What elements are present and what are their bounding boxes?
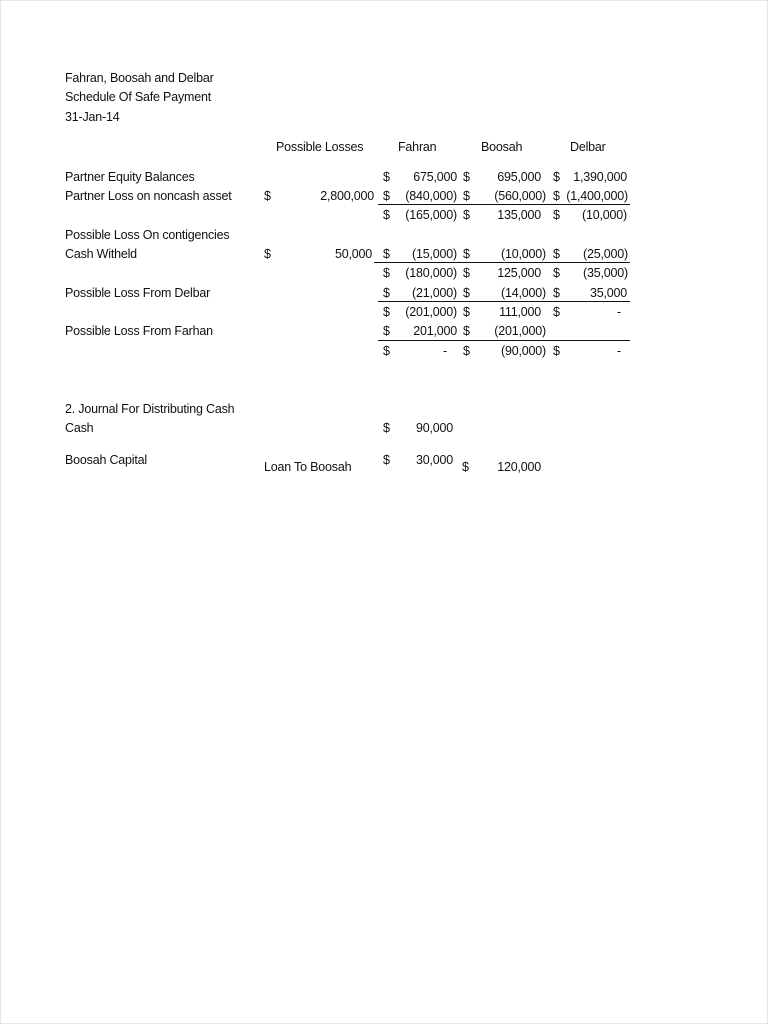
label-loss-delbar: Possible Loss From Delbar <box>65 286 211 300</box>
dollar-sign: $ <box>383 286 390 300</box>
cell-boosah: (560,000) <box>494 189 546 203</box>
dollar-sign: $ <box>553 266 560 280</box>
label-loss-contingencies: Possible Loss On contigencies <box>65 228 230 242</box>
dollar-sign: $ <box>463 170 470 184</box>
dollar-sign: $ <box>383 189 390 203</box>
dollar-sign: $ <box>264 247 271 261</box>
cell-fahran: (21,000) <box>412 286 457 300</box>
dollar-sign: $ <box>383 170 390 184</box>
dollar-sign: $ <box>553 247 560 261</box>
dollar-sign: $ <box>462 460 469 474</box>
cell-fahran: 201,000 <box>413 324 457 338</box>
dollar-sign: $ <box>383 208 390 222</box>
cell-delbar: (25,000) <box>583 247 628 261</box>
schedule-title: Schedule Of Safe Payment <box>65 90 211 104</box>
dollar-sign: $ <box>264 189 271 203</box>
journal-loan-label: Loan To Boosah <box>264 460 352 474</box>
cell-delbar: 35,000 <box>589 286 627 300</box>
underline <box>378 340 630 341</box>
cell-boosah: (14,000) <box>501 286 546 300</box>
value-cash-witheld: 50,000 <box>334 247 372 261</box>
cell-boosah: 695,000 <box>497 170 541 184</box>
cell-fahran: (840,000) <box>405 189 457 203</box>
cell-delbar: (35,000) <box>583 266 628 280</box>
journal-cash-amount: 90,000 <box>415 421 453 435</box>
journal-loan-amount: 120,000 <box>497 460 541 474</box>
cell-fahran: 675,000 <box>413 170 457 184</box>
value-noncash-loss: 2,800,000 <box>320 189 374 203</box>
dollar-sign: $ <box>463 324 470 338</box>
dollar-sign: $ <box>463 305 470 319</box>
dollar-sign: $ <box>553 305 560 319</box>
dollar-sign: $ <box>553 208 560 222</box>
label-partner-equity: Partner Equity Balances <box>65 170 195 184</box>
underline <box>378 301 630 302</box>
cell-fahran: (165,000) <box>405 208 457 222</box>
underline <box>378 204 630 205</box>
cell-fahran: (180,000) <box>405 266 457 280</box>
dollar-sign: $ <box>463 189 470 203</box>
dollar-sign: $ <box>553 344 560 358</box>
label-cash-witheld: Cash Witheld <box>65 247 137 261</box>
dollar-sign: $ <box>383 344 390 358</box>
cell-boosah: 125,000 <box>497 266 541 280</box>
dollar-sign: $ <box>383 421 390 435</box>
cell-boosah: 135,000 <box>497 208 541 222</box>
col-header-boosah: Boosah <box>481 140 523 154</box>
journal-cash-label: Cash <box>65 421 94 435</box>
dollar-sign: $ <box>553 286 560 300</box>
dollar-sign: $ <box>463 344 470 358</box>
underline <box>374 262 630 263</box>
journal-boosah-capital-amount: 30,000 <box>415 453 453 467</box>
dollar-sign: $ <box>553 170 560 184</box>
dollar-sign: $ <box>383 305 390 319</box>
dollar-sign: $ <box>383 453 390 467</box>
cell-fahran-dash: - <box>443 344 447 358</box>
cell-boosah: 111,000 <box>499 305 541 319</box>
dollar-sign: $ <box>553 189 560 203</box>
col-header-possible-losses: Possible Losses <box>276 140 364 154</box>
col-header-fahran: Fahran <box>398 140 437 154</box>
schedule-date: 31-Jan-14 <box>65 110 120 124</box>
cell-delbar: (10,000) <box>582 208 627 222</box>
journal-boosah-capital-label: Boosah Capital <box>65 453 147 467</box>
dollar-sign: $ <box>463 266 470 280</box>
dollar-sign: $ <box>463 286 470 300</box>
dollar-sign: $ <box>383 266 390 280</box>
cell-boosah: (201,000) <box>494 324 546 338</box>
cell-fahran: (201,000) <box>405 305 457 319</box>
dollar-sign: $ <box>383 324 390 338</box>
dollar-sign: $ <box>463 247 470 261</box>
cell-boosah: (90,000) <box>501 344 546 358</box>
label-loss-noncash: Partner Loss on noncash asset <box>65 189 232 203</box>
cell-boosah: (10,000) <box>501 247 546 261</box>
cell-delbar-dash: - <box>617 344 621 358</box>
company-names: Fahran, Boosah and Delbar <box>65 71 214 85</box>
cell-fahran: (15,000) <box>412 247 457 261</box>
cell-delbar: 1,390,000 <box>573 170 627 184</box>
dollar-sign: $ <box>463 208 470 222</box>
label-loss-farhan: Possible Loss From Farhan <box>65 324 213 338</box>
cell-delbar-dash: - <box>617 305 621 319</box>
dollar-sign: $ <box>383 247 390 261</box>
journal-title: 2. Journal For Distributing Cash <box>65 402 235 416</box>
cell-delbar: (1,400,000) <box>566 189 628 203</box>
col-header-delbar: Delbar <box>570 140 606 154</box>
